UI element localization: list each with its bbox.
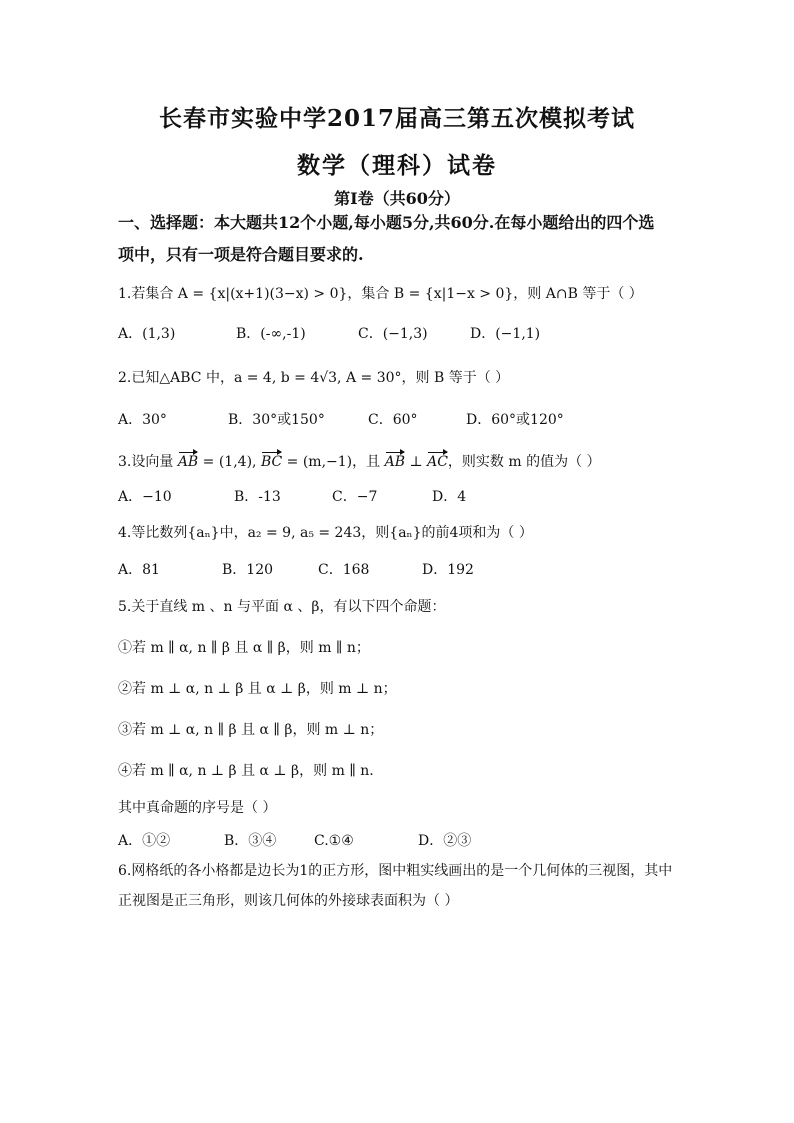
part-title: 第Ⅰ卷（共60分） bbox=[334, 189, 460, 208]
q3-stem-mid-3: ⊥ bbox=[405, 454, 428, 470]
choice-d: D．②③ bbox=[418, 833, 472, 849]
question-2-stem: 2.已知△ABC 中，a = 4, b = 4√3, A = 30°，则 B 等于（ ） bbox=[118, 370, 510, 386]
proposition-2: ②若 m ⊥ α, n ⊥ β 且 α ⊥ β，则 m ⊥ n； bbox=[118, 681, 397, 697]
choice-b: B．-13 bbox=[234, 489, 281, 505]
q3-stem-mid-1: = (1,4), bbox=[198, 454, 261, 470]
choice-c: C.①④ bbox=[314, 833, 354, 849]
q3-stem-prefix: 3.设向量 bbox=[118, 454, 178, 470]
question-6-stem-line-1: 6.网格纸的各小格都是边长为1的正方形，图中粗实线画出的是一个几何体的三视图，其中 bbox=[118, 863, 673, 879]
proposition-3: ③若 m ⊥ α, n ∥ β 且 α ∥ β，则 m ⊥ n； bbox=[118, 722, 384, 738]
choice-d: D．(−1,1) bbox=[470, 326, 541, 342]
choice-a: A．①② bbox=[118, 833, 171, 849]
choice-b: B．(-∞,-1) bbox=[236, 326, 306, 342]
choice-c: C．(−1,3) bbox=[358, 326, 428, 342]
choice-c: C．60° bbox=[368, 412, 418, 428]
choice-a: A．−10 bbox=[118, 489, 172, 505]
question-5-ask: 其中真命题的序号是（ ） bbox=[118, 800, 277, 816]
choice-b: B．120 bbox=[222, 562, 274, 578]
question-5-stem: 5.关于直线 m 、n 与平面 α 、β，有以下四个命题： bbox=[118, 599, 446, 615]
question-3-stem bbox=[118, 451, 698, 473]
choice-d: D．4 bbox=[432, 489, 467, 505]
q3-stem-suffix: ，则实数 m 的值为（ ） bbox=[447, 454, 601, 470]
vector-ab: AB bbox=[178, 451, 198, 473]
choice-a: A．(1,3) bbox=[118, 326, 176, 342]
choice-b: B．30°或150° bbox=[228, 412, 325, 428]
question-1-stem: 1.若集合 A = {x|(x+1)(3−x) > 0}，集合 B = {x|1−x > 0}，则 A∩B 等于（ ） bbox=[118, 286, 643, 302]
subject-title: 数学（理科）试卷 bbox=[297, 152, 497, 179]
proposition-4: ④若 m ∥ α, n ⊥ β 且 α ⊥ β，则 m ∥ n. bbox=[118, 763, 374, 779]
section-instruction-line-1: 一、选择题：本大题共12个小题,每小题5分,共60分.在每小题给出的四个选 bbox=[118, 213, 655, 232]
choice-c: C．168 bbox=[318, 562, 370, 578]
choice-a: A．30° bbox=[118, 412, 167, 428]
choice-d: D．60°或120° bbox=[466, 412, 564, 428]
proposition-1: ①若 m ∥ α, n ∥ β 且 α ∥ β，则 m ∥ n； bbox=[118, 640, 370, 656]
question-6-stem-line-2: 正视图是正三角形，则该几何体的外接球表面积为（ ） bbox=[118, 893, 459, 909]
choice-d: D．192 bbox=[422, 562, 474, 578]
vector-bc: BC bbox=[261, 451, 282, 473]
choice-a: A．81 bbox=[118, 562, 160, 578]
section-instruction-line-2: 项中，只有一项是符合题目要求的. bbox=[118, 245, 364, 264]
q3-stem-mid-2: = (m,−1)，且 bbox=[282, 454, 385, 470]
vector-ac: AC bbox=[427, 451, 448, 473]
question-4-stem: 4.等比数列{aₙ}中，a₂ = 9, a₅ = 243，则{aₙ}的前4项和为（ ） bbox=[118, 525, 533, 541]
vector-ab-2: AB bbox=[385, 451, 405, 473]
exam-title: 长春市实验中学2017届高三第五次模拟考试 bbox=[158, 105, 635, 132]
choice-b: B．③④ bbox=[224, 833, 277, 849]
choice-c: C．−7 bbox=[332, 489, 378, 505]
